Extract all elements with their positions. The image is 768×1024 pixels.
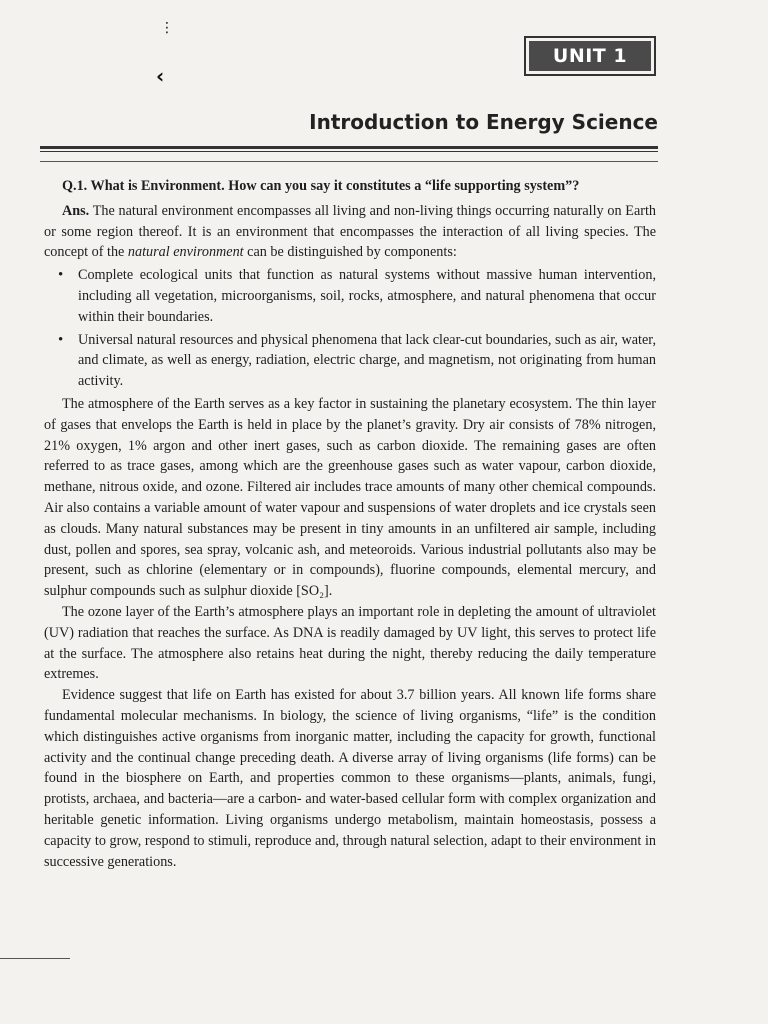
answer-label: Ans.	[62, 202, 90, 219]
unit-label: UNIT 1	[529, 41, 651, 71]
question-heading: Q.1. What is Environment. How can you say it constitutes a “life supporting system”?	[62, 178, 580, 194]
component-list	[44, 265, 656, 392]
scan-mark: ‹	[156, 64, 165, 88]
page-title: Introduction to Energy Science	[309, 110, 658, 134]
divider	[40, 161, 658, 162]
paragraph-ozone: The ozone layer of the Earth’s atmosphere plays an important role in depleting the amount of ultraviolet (UV) radiation that reaches the surface. As DNA is readily damaged by UV light, this serves to protect life at the surface. The atmosphere also retains heat during the night, thereby reducing the daily temperature extremes.	[44, 603, 656, 683]
unit-badge	[524, 36, 656, 76]
title-rule	[40, 146, 658, 149]
answer-intro	[44, 201, 656, 263]
paragraph-life: Evidence suggest that life on Earth has existed for about 3.7 billion years. All known life forms share fundamental molecular mechanisms. In biology, the science of living organisms, “life” is the condition which distinguishes active organisms from inorganic matter, including the capacity for growth, functional activity and the continual change preceding death. A diverse array of living organisms (life forms) can be found in the biosphere on Earth, and properties common to these organisms—plants, animals, fungi, protists, archaea, and bacteria—are a carbon- and water-based cellular form with complex organization and heritable genetic information. Living organisms undergo metabolism, maintain homeostasis, possess a capacity to grow, respond to stimuli, reproduce and, through natural selection, adapt to their environment in successive generations.	[44, 687, 656, 870]
answer-intro-emphasis: natural environment	[127, 244, 244, 261]
answer-intro-text-end: can be distinguished by components:	[243, 244, 457, 261]
document-body	[44, 176, 656, 872]
title-rule	[40, 151, 658, 152]
answer-intro-text: The natural environment encompasses all living and non-living things occurring naturally on Earth or some region thereof. It is an environment that encompasses the interaction of all living species. The concept of the	[44, 202, 656, 261]
list-item: • Complete ecological units that function as natural systems without massive human intervention, including all vegetation, microorganisms, soil, rocks, atmosphere, and natural phenomena that occur within their boundaries.	[78, 265, 656, 327]
footer-rule	[0, 958, 70, 959]
scan-mark: ⋮	[160, 20, 174, 36]
paragraph-atmosphere: The atmosphere of the Earth serves as a key factor in sustaining the planetary ecosystem. The thin layer of gases that envelops the Earth is held in place by the planet’s gravity. Dry air consists of 78% nitrogen, 21% oxygen, 1% argon and other inert gases, such as carbon dioxide. The remaining gases are often referred to as trace gases, among which are the greenhouse gases such as water vapour, carbon dioxide, methane, nitrous oxide, and ozone. Filtered air includes trace amounts of many other chemical compounds. Air also contains a variable amount of water vapour and suspensions of water droplets and ice crystals seen as clouds. Many natural substances may be present in tiny amounts in an unfiltered air sample, including dust, pollen and spores, sea spray, volcanic ash, and meteoroids. Various industrial pollutants also may be present, such as chlorine (elementary or in compounds), fluorine compounds, elemental mercury, and sulphur compounds such as sulphur dioxide [SO₂].	[44, 395, 656, 600]
list-item: • Universal natural resources and physical phenomena that lack clear-cut boundaries, such as air, water, and climate, as well as energy, radiation, electric charge, and magnetism, not originating from human activity.	[78, 330, 656, 392]
